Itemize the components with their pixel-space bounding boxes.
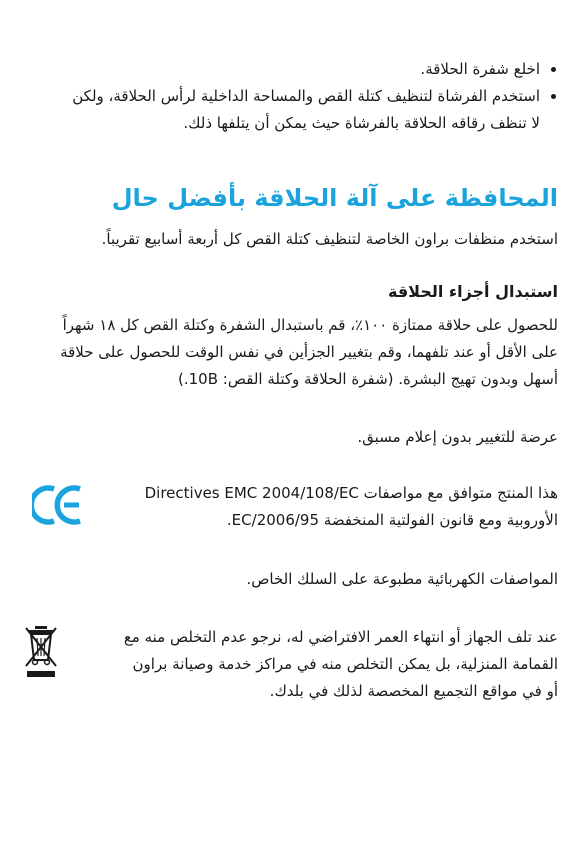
cleaning-step-text: اخلع شفرة الحلاقة. [420,60,540,78]
replacing-parts-text [22,312,558,393]
electrical-specs-text: المواصفات الكهربائية مطبوعة على السلك الخاص. [246,570,558,588]
crossed-out-wheelie-bin-icon [24,624,58,680]
disposal-line: القمامة المنزلية، بل يمكن التخلص منه في مراكز خدمة وصيانة براون [132,655,558,673]
replacing-parts-line: للحصول على حلاقة ممتازة ١٠٠٪، قم باستبدال الشفرة وكتلة القص كل ١٨ شهراً [62,316,558,334]
replacing-parts-line: على الأقل أو عند تلفهما، وقم بتغيير الجزأين في نفس الوقت للحصول على حلاقة [60,343,558,361]
replacing-parts-heading: استبدال أجزاء الحلاقة [387,282,558,301]
disposal-line: أو في مواقع التجميع المخصصة لذلك في بلدك. [269,682,558,700]
bullet-dot-icon [551,67,556,72]
maintenance-text: استخدم منظفات براون الخاصة لتنظيف كتلة القص كل أربعة أسابيع تقريباً. [101,230,558,248]
maintenance-heading: المحافظة على آلة الحلاقة بأفضل حال [111,184,558,212]
disposal-line: عند تلف الجهاز أو انتهاء العمر الافتراضي له، نرجو عدم التخلص منه مع [123,628,558,646]
change-notice-text: عرضة للتغيير بدون إعلام مسبق. [357,428,558,446]
cleaning-step-text: استخدم الفرشاة لتنظيف كتلة القص والمساحة الداخلية لرأس الحلاقة، ولكن [72,87,540,105]
ce-mark-icon [32,484,82,526]
compliance-line: الأوروبية ومع قانون الفولتية المنخفضة 2006/95/EC. [226,511,558,529]
cleaning-steps-list [22,56,558,137]
cleaning-step-remove-foil [22,56,558,83]
replacing-parts-line: أسهل وبدون تهيج البشرة. (شفرة الحلاقة وكتلة القص: 10B.) [178,370,558,388]
compliance-line: هذا المنتج متوافق مع مواصفات Directives EMC 2004/108/EC [144,484,558,502]
compliance-text [88,480,558,534]
cleaning-step-brush [22,83,558,137]
bullet-dot-icon [551,94,556,99]
cleaning-step-text: لا تنظف رقاقه الحلاقة بالفرشاة حيث يمكن أن يتلفها ذلك. [183,114,540,132]
disposal-text [78,624,558,705]
